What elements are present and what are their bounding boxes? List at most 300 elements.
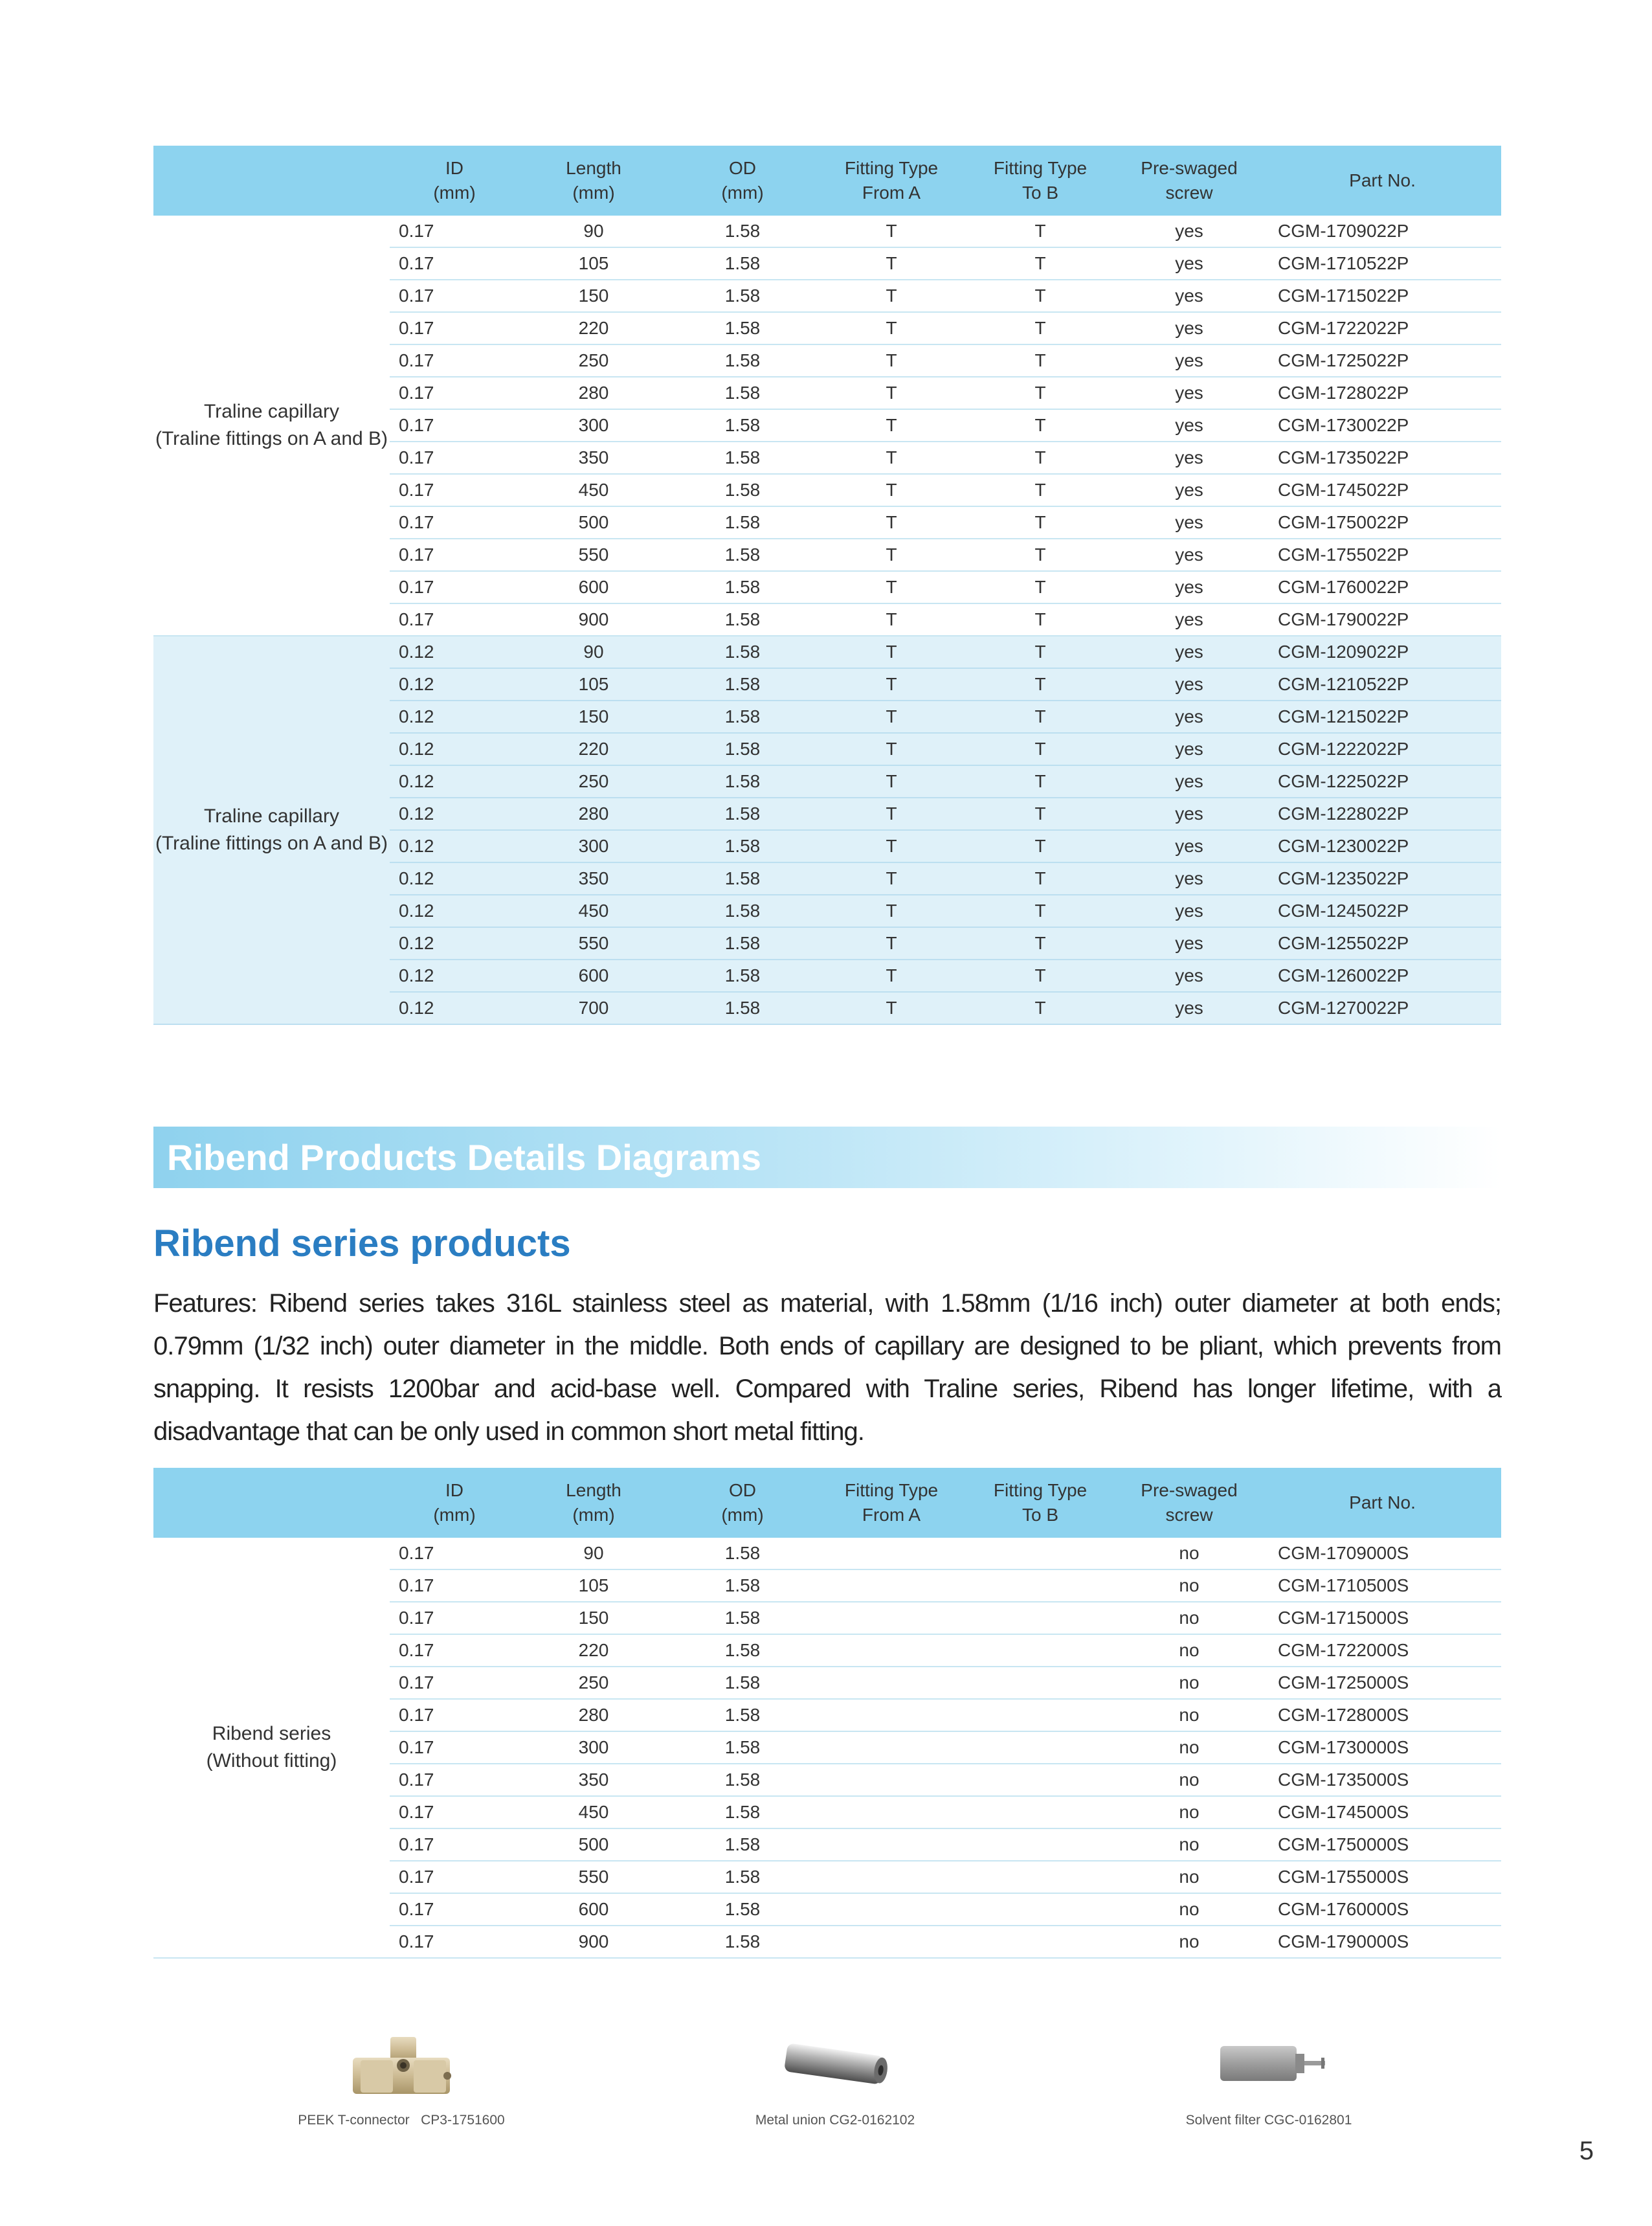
cell-od: 1.58 [668, 247, 817, 280]
cell-fitting-to-b: T [966, 344, 1115, 377]
cell-pre-swaged-screw: no [1115, 1634, 1264, 1667]
cell-fitting-from-a: T [817, 539, 966, 571]
header-text: To B [1021, 1505, 1059, 1525]
cell-od: 1.58 [668, 603, 817, 636]
cell-part-no: CGM-1709022P [1264, 216, 1501, 247]
header-text: (mm) [721, 183, 764, 203]
cell-fitting-from-a: T [817, 992, 966, 1024]
cell-id: 0.17 [390, 1667, 519, 1699]
cell-fitting-from-a [817, 1796, 966, 1828]
cell-pre-swaged-screw: yes [1115, 506, 1264, 539]
cell-od: 1.58 [668, 1667, 817, 1699]
cell-id: 0.12 [390, 895, 519, 927]
cell-part-no: CGM-1255022P [1264, 927, 1501, 960]
cell-length: 280 [519, 377, 668, 409]
group-label [153, 1538, 390, 1958]
cell-fitting-from-a: T [817, 765, 966, 798]
cell-part-no: CGM-1222022P [1264, 733, 1501, 765]
cell-pre-swaged-screw: no [1115, 1796, 1264, 1828]
cell-od: 1.58 [668, 506, 817, 539]
header-text: ID [445, 1480, 463, 1500]
table-row [153, 636, 1501, 668]
cell-od: 1.58 [668, 1893, 817, 1926]
cell-od: 1.58 [668, 830, 817, 862]
ribend-spec-table [153, 1468, 1501, 1959]
cell-part-no: CGM-1710522P [1264, 247, 1501, 280]
cell-fitting-from-a: T [817, 895, 966, 927]
cell-od: 1.58 [668, 1764, 817, 1796]
cell-pre-swaged-screw: yes [1115, 895, 1264, 927]
cell-fitting-from-a: T [817, 927, 966, 960]
cell-od: 1.58 [668, 765, 817, 798]
cell-pre-swaged-screw: no [1115, 1699, 1264, 1731]
cell-fitting-to-b [966, 1926, 1115, 1958]
cell-length: 220 [519, 733, 668, 765]
cell-od: 1.58 [668, 895, 817, 927]
cell-pre-swaged-screw: yes [1115, 247, 1264, 280]
cell-od: 1.58 [668, 442, 817, 474]
cell-length: 600 [519, 1893, 668, 1926]
cell-pre-swaged-screw: no [1115, 1828, 1264, 1861]
cell-fitting-from-a [817, 1699, 966, 1731]
cell-length: 500 [519, 506, 668, 539]
cell-part-no: CGM-1745022P [1264, 474, 1501, 506]
cell-fitting-from-a [817, 1861, 966, 1893]
header-text: Fitting Type [993, 1480, 1088, 1500]
cell-pre-swaged-screw: yes [1115, 344, 1264, 377]
cell-od: 1.58 [668, 1828, 817, 1861]
header-blank-cell [153, 146, 390, 216]
header-text: Part No. [1349, 1492, 1416, 1512]
cell-id: 0.12 [390, 862, 519, 895]
cell-part-no: CGM-1735000S [1264, 1764, 1501, 1796]
group-label-line: Traline capillary [204, 805, 339, 827]
cell-id: 0.17 [390, 1569, 519, 1602]
metal-union-image [780, 2040, 893, 2091]
header-text: Fitting Type [844, 158, 939, 178]
cell-part-no: CGM-1750000S [1264, 1828, 1501, 1861]
header-od [668, 1468, 817, 1538]
cell-fitting-to-b: T [966, 927, 1115, 960]
header-part-no [1264, 146, 1501, 216]
cell-id: 0.17 [390, 1893, 519, 1926]
cell-part-no: CGM-1755000S [1264, 1861, 1501, 1893]
group-label [153, 636, 390, 1024]
cell-part-no: CGM-1245022P [1264, 895, 1501, 927]
cell-fitting-from-a [817, 1667, 966, 1699]
cell-fitting-from-a: T [817, 506, 966, 539]
header-fitting-to-b [966, 1468, 1115, 1538]
cell-id: 0.17 [390, 377, 519, 409]
cell-od: 1.58 [668, 733, 817, 765]
header-pre-swaged-screw [1115, 1468, 1264, 1538]
cell-fitting-to-b: T [966, 636, 1115, 668]
cell-length: 90 [519, 216, 668, 247]
cell-part-no: CGM-1228022P [1264, 798, 1501, 830]
cell-pre-swaged-screw: yes [1115, 312, 1264, 344]
header-text: screw [1165, 1505, 1213, 1525]
section-subheading: Ribend series products [153, 1222, 571, 1265]
cell-id: 0.17 [390, 506, 519, 539]
header-text: (mm) [433, 183, 476, 203]
cell-length: 600 [519, 960, 668, 992]
cell-id: 0.17 [390, 603, 519, 636]
cell-fitting-from-a [817, 1634, 966, 1667]
cell-part-no: CGM-1210522P [1264, 668, 1501, 701]
cell-part-no: CGM-1755022P [1264, 539, 1501, 571]
cell-fitting-from-a [817, 1926, 966, 1958]
cell-length: 450 [519, 1796, 668, 1828]
cell-od: 1.58 [668, 312, 817, 344]
cell-fitting-to-b: T [966, 960, 1115, 992]
cell-od: 1.58 [668, 571, 817, 603]
cell-pre-swaged-screw: yes [1115, 442, 1264, 474]
group-label [153, 216, 390, 636]
cell-id: 0.17 [390, 539, 519, 571]
cell-id: 0.12 [390, 992, 519, 1024]
cell-id: 0.17 [390, 1926, 519, 1958]
header-text: ID [445, 158, 463, 178]
cell-pre-swaged-screw: yes [1115, 765, 1264, 798]
cell-length: 550 [519, 1861, 668, 1893]
cell-fitting-from-a: T [817, 409, 966, 442]
cell-id: 0.17 [390, 1796, 519, 1828]
table-header-row [153, 1468, 1501, 1538]
cell-od: 1.58 [668, 798, 817, 830]
cell-part-no: CGM-1230022P [1264, 830, 1501, 862]
cell-length: 300 [519, 1731, 668, 1764]
cell-id: 0.17 [390, 1602, 519, 1634]
cell-fitting-to-b: T [966, 442, 1115, 474]
cell-part-no: CGM-1760022P [1264, 571, 1501, 603]
cell-pre-swaged-screw: yes [1115, 701, 1264, 733]
cell-fitting-from-a: T [817, 442, 966, 474]
header-id [390, 146, 519, 216]
header-fitting-from-a [817, 146, 966, 216]
cell-fitting-from-a: T [817, 668, 966, 701]
header-part-no [1264, 1468, 1501, 1538]
cell-part-no: CGM-1235022P [1264, 862, 1501, 895]
cell-od: 1.58 [668, 1699, 817, 1731]
cell-fitting-from-a: T [817, 636, 966, 668]
cell-length: 280 [519, 1699, 668, 1731]
cell-length: 300 [519, 830, 668, 862]
cell-fitting-from-a: T [817, 571, 966, 603]
cell-part-no: CGM-1725000S [1264, 1667, 1501, 1699]
product-caption-solvent-filter: Solvent filter CGC-0162801 [1185, 2113, 1352, 2128]
cell-fitting-from-a: T [817, 280, 966, 312]
cell-part-no: CGM-1750022P [1264, 506, 1501, 539]
cell-part-no: CGM-1790022P [1264, 603, 1501, 636]
cell-pre-swaged-screw: yes [1115, 960, 1264, 992]
cell-id: 0.12 [390, 830, 519, 862]
cell-fitting-to-b: T [966, 216, 1115, 247]
cell-id: 0.12 [390, 765, 519, 798]
cell-pre-swaged-screw: yes [1115, 733, 1264, 765]
cell-part-no: CGM-1260022P [1264, 960, 1501, 992]
cell-part-no: CGM-1709000S [1264, 1538, 1501, 1569]
cell-part-no: CGM-1270022P [1264, 992, 1501, 1024]
cell-pre-swaged-screw: yes [1115, 830, 1264, 862]
cell-fitting-to-b: T [966, 830, 1115, 862]
cell-length: 900 [519, 603, 668, 636]
cell-fitting-from-a [817, 1828, 966, 1861]
header-text: (mm) [433, 1505, 476, 1525]
cell-length: 90 [519, 1538, 668, 1569]
group-label-line: (Traline fittings on A and B) [155, 833, 388, 854]
cell-length: 250 [519, 344, 668, 377]
cell-part-no: CGM-1730022P [1264, 409, 1501, 442]
cell-part-no: CGM-1715000S [1264, 1602, 1501, 1634]
cell-id: 0.17 [390, 1764, 519, 1796]
header-text: (mm) [572, 183, 615, 203]
table-row [153, 1538, 1501, 1569]
cell-fitting-to-b: T [966, 798, 1115, 830]
header-text: Fitting Type [993, 158, 1088, 178]
cell-length: 300 [519, 409, 668, 442]
cell-part-no: CGM-1722022P [1264, 312, 1501, 344]
header-fitting-from-a [817, 1468, 966, 1538]
cell-pre-swaged-screw: yes [1115, 474, 1264, 506]
cell-pre-swaged-screw: yes [1115, 668, 1264, 701]
cell-od: 1.58 [668, 377, 817, 409]
cell-part-no: CGM-1735022P [1264, 442, 1501, 474]
cell-fitting-to-b [966, 1699, 1115, 1731]
cell-fitting-from-a: T [817, 701, 966, 733]
cell-part-no: CGM-1730000S [1264, 1731, 1501, 1764]
cell-id: 0.12 [390, 798, 519, 830]
cell-od: 1.58 [668, 1538, 817, 1569]
cell-od: 1.58 [668, 1926, 817, 1958]
cell-pre-swaged-screw: no [1115, 1893, 1264, 1926]
cell-id: 0.17 [390, 1699, 519, 1731]
cell-id: 0.12 [390, 701, 519, 733]
cell-fitting-to-b: T [966, 733, 1115, 765]
cell-fitting-to-b: T [966, 765, 1115, 798]
cell-part-no: CGM-1790000S [1264, 1926, 1501, 1958]
cell-fitting-from-a [817, 1602, 966, 1634]
header-pre-swaged-screw [1115, 146, 1264, 216]
cell-fitting-from-a [817, 1569, 966, 1602]
cell-part-no: CGM-1728000S [1264, 1699, 1501, 1731]
features-paragraph: Features: Ribend series takes 316L stainless steel as material, with 1.58mm (1/16 inch) outer diameter at both ends; 0.79mm (1/32 inch) outer diameter in the middle. Both ends of capillary are designed to be pliant, which prevents from snapping. It resists 1200bar and acid-base well. Compared with Traline series, Ribend has longer lifetime, with a disadvantage that can be only used in common short metal fitting. [153, 1289, 1501, 1446]
header-text: Length [566, 1480, 621, 1500]
cell-pre-swaged-screw: yes [1115, 636, 1264, 668]
cell-pre-swaged-screw: yes [1115, 603, 1264, 636]
cell-od: 1.58 [668, 636, 817, 668]
cell-fitting-from-a: T [817, 474, 966, 506]
cell-fitting-to-b: T [966, 992, 1115, 1024]
cell-fitting-from-a: T [817, 312, 966, 344]
cell-fitting-to-b: T [966, 409, 1115, 442]
cell-id: 0.17 [390, 247, 519, 280]
cell-id: 0.12 [390, 960, 519, 992]
cell-fitting-from-a [817, 1893, 966, 1926]
table-header-row [153, 146, 1501, 216]
group-label-line: Ribend series [212, 1723, 331, 1744]
cell-part-no: CGM-1209022P [1264, 636, 1501, 668]
cell-fitting-to-b [966, 1731, 1115, 1764]
cell-pre-swaged-screw: yes [1115, 798, 1264, 830]
cell-fitting-to-b: T [966, 895, 1115, 927]
cell-fitting-to-b [966, 1667, 1115, 1699]
cell-fitting-to-b [966, 1893, 1115, 1926]
cell-length: 220 [519, 312, 668, 344]
cell-fitting-from-a: T [817, 216, 966, 247]
cell-pre-swaged-screw: no [1115, 1926, 1264, 1958]
cell-pre-swaged-screw: no [1115, 1764, 1264, 1796]
cell-length: 350 [519, 1764, 668, 1796]
cell-length: 250 [519, 1667, 668, 1699]
header-length [519, 146, 668, 216]
cell-od: 1.58 [668, 668, 817, 701]
cell-fitting-to-b: T [966, 377, 1115, 409]
cell-length: 700 [519, 992, 668, 1024]
cell-id: 0.17 [390, 1828, 519, 1861]
cell-fitting-to-b [966, 1764, 1115, 1796]
cell-fitting-to-b: T [966, 603, 1115, 636]
table-row [153, 216, 1501, 247]
cell-pre-swaged-screw: no [1115, 1538, 1264, 1569]
cell-od: 1.58 [668, 409, 817, 442]
cell-fitting-from-a [817, 1731, 966, 1764]
cell-part-no: CGM-1760000S [1264, 1893, 1501, 1926]
cell-part-no: CGM-1725022P [1264, 344, 1501, 377]
header-text: (mm) [721, 1505, 764, 1525]
cell-od: 1.58 [668, 927, 817, 960]
cell-fitting-to-b: T [966, 312, 1115, 344]
cell-od: 1.58 [668, 960, 817, 992]
cell-part-no: CGM-1215022P [1264, 701, 1501, 733]
cell-pre-swaged-screw: yes [1115, 992, 1264, 1024]
cell-od: 1.58 [668, 344, 817, 377]
cell-part-no: CGM-1710500S [1264, 1569, 1501, 1602]
cell-od: 1.58 [668, 539, 817, 571]
header-text: Pre-swaged [1141, 1480, 1238, 1500]
cell-length: 450 [519, 474, 668, 506]
cell-pre-swaged-screw: no [1115, 1667, 1264, 1699]
cell-od: 1.58 [668, 1634, 817, 1667]
header-text: Part No. [1349, 170, 1416, 190]
cell-pre-swaged-screw: no [1115, 1569, 1264, 1602]
cell-id: 0.12 [390, 668, 519, 701]
header-text: screw [1165, 183, 1213, 203]
cell-id: 0.17 [390, 344, 519, 377]
cell-id: 0.17 [390, 1634, 519, 1667]
header-text: From A [862, 1505, 921, 1525]
cell-fitting-from-a: T [817, 603, 966, 636]
cell-od: 1.58 [668, 1569, 817, 1602]
cell-fitting-to-b [966, 1569, 1115, 1602]
cell-pre-swaged-screw: yes [1115, 409, 1264, 442]
cell-pre-swaged-screw: no [1115, 1731, 1264, 1764]
group-label-line: (Without fitting) [206, 1750, 337, 1771]
cell-id: 0.17 [390, 442, 519, 474]
header-text: Pre-swaged [1141, 158, 1238, 178]
cell-id: 0.17 [390, 571, 519, 603]
cell-id: 0.12 [390, 927, 519, 960]
cell-fitting-to-b: T [966, 862, 1115, 895]
header-text: Fitting Type [844, 1480, 939, 1500]
solvent-filter-image [1214, 2041, 1327, 2086]
product-caption-peek-t-connector: PEEK T-connector CP3-1751600 [298, 2113, 505, 2128]
header-text: To B [1021, 183, 1059, 203]
cell-length: 280 [519, 798, 668, 830]
cell-od: 1.58 [668, 701, 817, 733]
cell-id: 0.17 [390, 474, 519, 506]
cell-fitting-to-b [966, 1828, 1115, 1861]
cell-od: 1.58 [668, 862, 817, 895]
cell-id: 0.17 [390, 409, 519, 442]
cell-pre-swaged-screw: yes [1115, 862, 1264, 895]
cell-id: 0.17 [390, 312, 519, 344]
header-length [519, 1468, 668, 1538]
cell-id: 0.17 [390, 1731, 519, 1764]
cell-fitting-from-a: T [817, 247, 966, 280]
cell-part-no: CGM-1745000S [1264, 1796, 1501, 1828]
cell-fitting-to-b: T [966, 701, 1115, 733]
header-fitting-to-b [966, 146, 1115, 216]
cell-part-no: CGM-1225022P [1264, 765, 1501, 798]
cell-length: 150 [519, 1602, 668, 1634]
cell-od: 1.58 [668, 1602, 817, 1634]
cell-id: 0.12 [390, 733, 519, 765]
header-blank-cell [153, 1468, 390, 1538]
header-id [390, 1468, 519, 1538]
cell-length: 350 [519, 442, 668, 474]
traline-spec-table [153, 146, 1501, 1025]
cell-length: 105 [519, 668, 668, 701]
group-label-line: (Traline fittings on A and B) [155, 428, 388, 449]
cell-pre-swaged-screw: no [1115, 1602, 1264, 1634]
cell-length: 900 [519, 1926, 668, 1958]
page-number: 5 [1579, 2137, 1594, 2165]
cell-od: 1.58 [668, 1796, 817, 1828]
cell-od: 1.58 [668, 1861, 817, 1893]
cell-fitting-to-b: T [966, 247, 1115, 280]
cell-length: 105 [519, 1569, 668, 1602]
cell-fitting-from-a: T [817, 862, 966, 895]
cell-length: 600 [519, 571, 668, 603]
product-caption-metal-union: Metal union CG2-0162102 [755, 2113, 915, 2128]
cell-fitting-from-a: T [817, 960, 966, 992]
cell-part-no: CGM-1728022P [1264, 377, 1501, 409]
cell-id: 0.17 [390, 1538, 519, 1569]
cell-part-no: CGM-1722000S [1264, 1634, 1501, 1667]
peek-t-connector-image [346, 2034, 456, 2106]
group-label-line: Traline capillary [204, 401, 339, 422]
cell-pre-swaged-screw: no [1115, 1861, 1264, 1893]
cell-fitting-from-a: T [817, 733, 966, 765]
cell-fitting-from-a: T [817, 344, 966, 377]
cell-od: 1.58 [668, 216, 817, 247]
cell-fitting-to-b: T [966, 506, 1115, 539]
section-banner-title: Ribend Products Details Diagrams [167, 1137, 762, 1178]
cell-fitting-from-a: T [817, 830, 966, 862]
header-text: OD [729, 1480, 756, 1500]
cell-fitting-to-b [966, 1634, 1115, 1667]
header-text: OD [729, 158, 756, 178]
cell-fitting-to-b: T [966, 571, 1115, 603]
cell-od: 1.58 [668, 1731, 817, 1764]
cell-od: 1.58 [668, 474, 817, 506]
cell-pre-swaged-screw: yes [1115, 571, 1264, 603]
cell-length: 105 [519, 247, 668, 280]
header-text: Length [566, 158, 621, 178]
header-text: From A [862, 183, 921, 203]
cell-fitting-from-a [817, 1538, 966, 1569]
cell-fitting-to-b: T [966, 280, 1115, 312]
